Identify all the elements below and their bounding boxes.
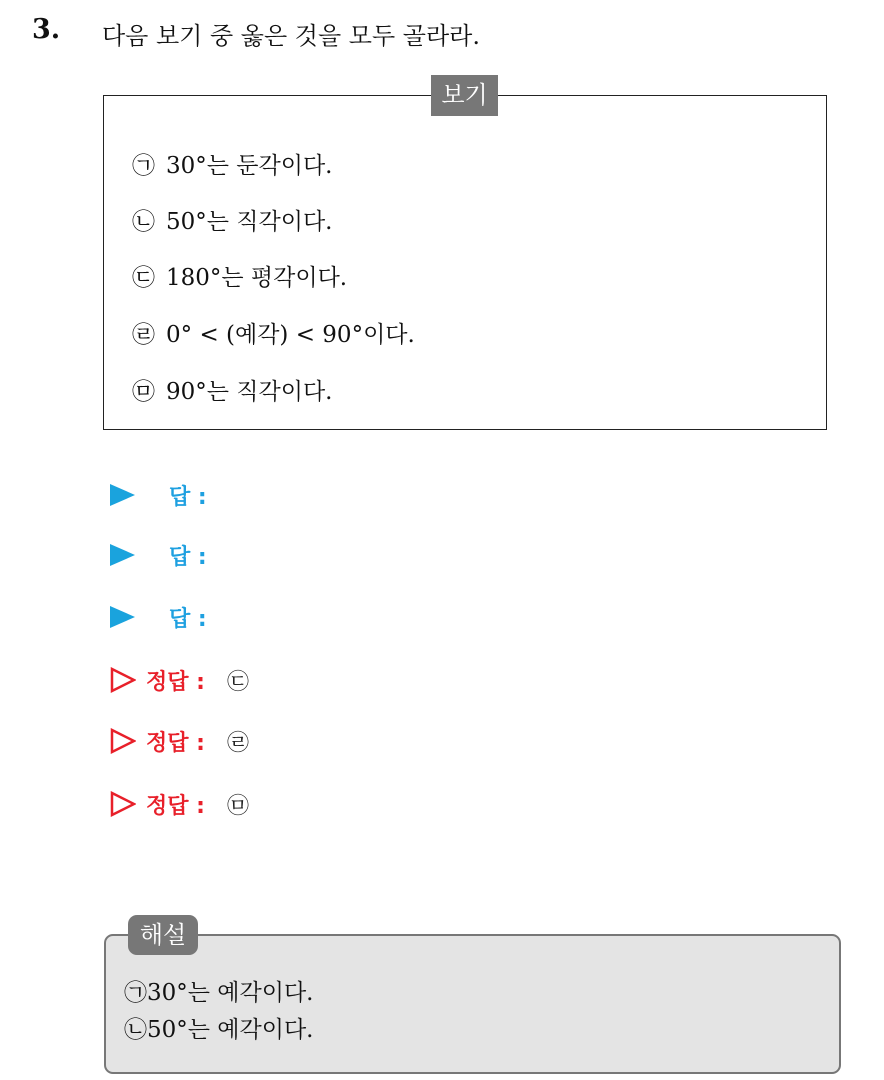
bogi-item-mark: ㉤ (132, 379, 155, 405)
answer-row (110, 599, 207, 635)
question-number: 3. (32, 14, 61, 45)
explanation-line: ㉠30°는 예각이다. (124, 980, 314, 1006)
answer-label: 답 : (169, 484, 207, 510)
question-text: 다음 보기 중 옳은 것을 모두 골라라. (102, 22, 480, 50)
bogi-label: 보기 (431, 75, 498, 116)
bogi-item (132, 259, 347, 292)
explanation-label: 해설 (128, 915, 198, 955)
bogi-item-text: 30°는 둔각이다. (166, 153, 333, 179)
play-triangle-icon (110, 484, 135, 506)
answer-row (110, 537, 207, 573)
bogi-item-text: 50°는 직각이다. (166, 209, 333, 235)
answer-row (110, 477, 207, 513)
outline-triangle-icon (110, 791, 136, 817)
correct-answer-row (110, 786, 249, 822)
correct-answer-label: 정답 : (146, 669, 205, 695)
correct-answer-value: ㉢ (226, 669, 249, 695)
correct-answer-row (110, 662, 249, 698)
correct-answer-label: 정답 : (146, 730, 205, 756)
outline-triangle-icon (110, 667, 136, 693)
play-triangle-icon (110, 544, 135, 566)
bogi-item (132, 147, 332, 180)
correct-answer-row (110, 723, 249, 759)
answer-label: 답 : (169, 544, 207, 570)
play-triangle-icon (110, 606, 135, 628)
bogi-item-mark: ㉢ (132, 265, 155, 291)
explanation-line: ㉡50°는 예각이다. (124, 1017, 314, 1043)
outline-triangle-icon (110, 728, 136, 754)
correct-answer-value: ㉤ (226, 793, 249, 819)
bogi-item-mark: ㉣ (132, 322, 155, 348)
bogi-item-text: 90°는 직각이다. (166, 379, 333, 405)
bogi-item (132, 203, 332, 236)
bogi-item-mark: ㉡ (132, 209, 155, 235)
correct-answer-label: 정답 : (146, 793, 205, 819)
bogi-item (132, 373, 332, 406)
bogi-item-text: 0° < (예각) < 90°이다. (166, 322, 415, 348)
correct-answer-value: ㉣ (226, 730, 249, 756)
bogi-item-mark: ㉠ (132, 153, 155, 179)
answer-label: 답 : (169, 606, 207, 632)
bogi-item-text: 180°는 평각이다. (166, 265, 348, 291)
bogi-item (132, 316, 415, 349)
